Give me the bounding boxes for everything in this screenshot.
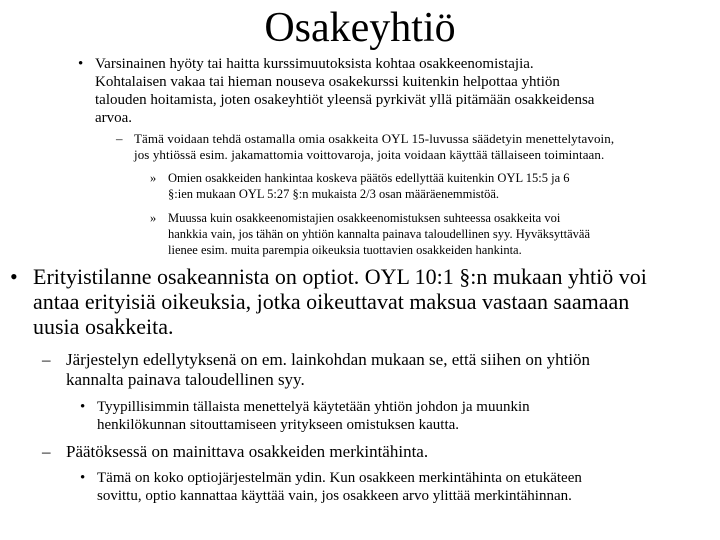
text-line: Omien osakkeiden hankintaa koskeva päätös edellyttää kuitenkin OYL 15:5 ja 6: [168, 171, 570, 185]
text-line: uusia osakkeita.: [33, 314, 174, 339]
text-line: hankkia vain, jos tähän on yhtiön kannalta painava taloudellinen syy. Hyväksyttävää: [168, 227, 590, 241]
text-line: henkilökunnan sitouttamiseen yritykseen omistuksen kautta.: [97, 417, 460, 433]
bullet-marker: •: [80, 399, 86, 415]
text-line: antaa erityisiä oikeuksia, jotka oikeuttavat maksua vastaan saamaan: [33, 289, 630, 314]
text-line: Päätöksessä on mainittava osakkeiden merkintähinta.: [66, 442, 429, 461]
text-line: Muussa kuin osakkeenomistajien osakkeenomistuksen suhteessa osakkeita voi: [168, 211, 561, 225]
sub-bullet-2-1-text: [66, 350, 590, 390]
sub-bullet-2-1-1-text: [97, 398, 530, 434]
bullet-1-text: [95, 55, 594, 127]
text-line: talouden hoitamista, joten osakeyhtiöt yleensä pyrkivät yllä pitämään osakkeidensa: [95, 92, 595, 108]
text-line: jos yhtiössä esim. jakamattomia voittovaroja, joita voidaan käyttää tällaiseen toimintaan.: [134, 147, 605, 162]
bullet-marker: •: [80, 470, 86, 486]
text-line: lienee esim. muita parempia oikeuksia tuottavien osakkeiden hankinta.: [168, 243, 522, 257]
slide-title: Osakeyhtiö: [264, 5, 456, 51]
text-line: Tämä voidaan tehdä ostamalla omia osakkeita OYL 15-luvussa säädetyin menettelytavoin,: [134, 131, 615, 146]
text-line: sovittu, optio kannattaa käyttää vain, jos osakkeen arvo ylittää merkintähinnan.: [97, 488, 572, 504]
sub-bullet-2-2-text: [66, 442, 428, 462]
chevron-marker: »: [150, 171, 157, 185]
text-line: Tämä on koko optiojärjestelmän ydin. Kun osakkeen merkintähinta on etukäteen: [97, 470, 582, 486]
dash-marker: –: [42, 442, 51, 461]
text-line: Kohtalaisen vakaa tai hieman nouseva osakekurssi kuitenkin helpottaa yhtiön: [95, 74, 560, 90]
text-line: Erityistilanne osakeannista on optiot. OYL 10:1 §:n mukaan yhtiö voi: [33, 264, 647, 289]
dash-marker: –: [116, 131, 123, 146]
bullet-marker: •: [78, 56, 84, 72]
bullet-marker: •: [10, 264, 18, 289]
sub-bullet-2-2-1-text: [97, 469, 582, 505]
sub-bullet-1-1-1-text: [168, 170, 570, 202]
chevron-marker: »: [150, 211, 157, 225]
text-line: kannalta painava taloudellinen syy.: [66, 370, 305, 389]
dash-marker: –: [42, 350, 51, 369]
text-line: Tyypillisimmin tällaista menettelyä käytetään yhtiön johdon ja muunkin: [97, 399, 530, 415]
sub-bullet-1-1-2-text: [168, 210, 590, 258]
bullet-2-text: [33, 264, 647, 339]
text-line: Varsinainen hyöty tai haitta kurssimuutoksista kohtaa osakkeenomistajia.: [95, 56, 534, 72]
sub-bullet-1-1-text: [134, 131, 614, 163]
text-line: §:ien mukaan OYL 5:27 §:n mukaista 2/3 osan määräenemmistöä.: [168, 187, 500, 201]
text-line: Järjestelyn edellytyksenä on em. lainkohdan mukaan se, että siihen on yhtiön: [66, 350, 591, 369]
text-line: arvoa.: [95, 110, 133, 126]
